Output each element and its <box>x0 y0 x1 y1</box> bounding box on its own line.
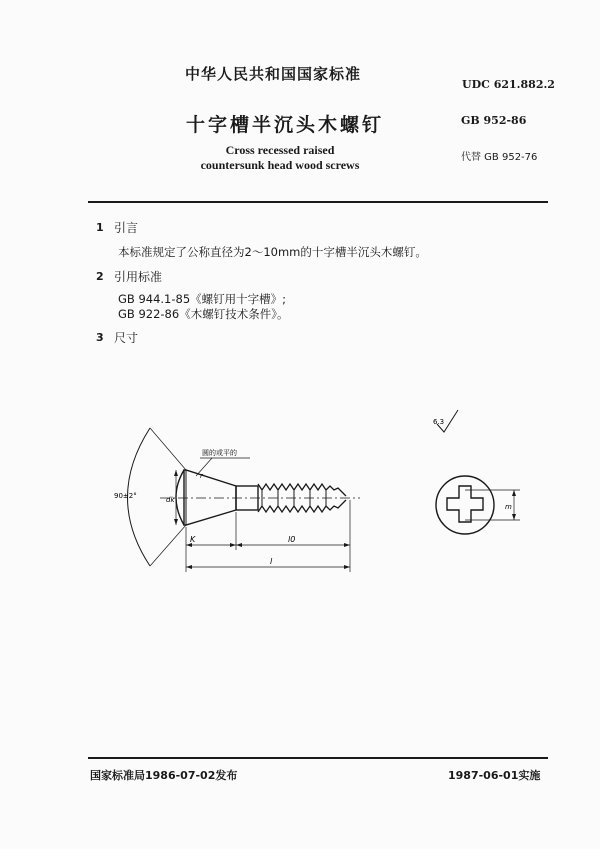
gb-number: GB 952-86 <box>461 114 527 127</box>
note-rounded-or-flat: 圆的或平的 <box>202 449 237 457</box>
l0-label: l0 <box>288 535 296 544</box>
arrowhead <box>236 543 242 547</box>
replaces-standard: 代替 GB 952-76 <box>461 152 538 163</box>
arrowhead <box>174 519 178 525</box>
title-en-line-1: Cross recessed raised <box>225 143 335 157</box>
l-label: l <box>270 557 273 566</box>
thread-top <box>258 484 346 496</box>
r-label: r <box>200 472 203 480</box>
head-top-view <box>436 476 494 534</box>
section-2-title: 引用标准 <box>114 270 163 284</box>
arrowhead <box>344 565 350 569</box>
m-label: m <box>505 503 512 511</box>
angle-extension-bottom <box>150 525 186 566</box>
title-en-line-2: countersunk head wood screws <box>200 158 360 172</box>
section-1-number: 1 <box>96 221 104 234</box>
roughness-value: 6.3 <box>433 418 445 426</box>
effective-date: 1987-06-01实施 <box>448 769 541 782</box>
section-2-number: 2 <box>96 270 104 283</box>
standard-name: 中华人民共和国国家标准 <box>185 65 362 83</box>
section-3-title: 尺寸 <box>114 331 139 345</box>
arrowhead <box>174 470 178 476</box>
k-label: K <box>190 535 196 544</box>
reference-2: GB 922-86《木螺钉技术条件》。 <box>118 307 289 321</box>
section-3-number: 3 <box>96 331 104 344</box>
dk-label: dk <box>166 496 175 504</box>
arrowhead <box>230 543 236 547</box>
udc-code: UDC 621.882.2 <box>462 78 555 91</box>
arrowhead <box>186 565 192 569</box>
arrowhead <box>512 490 516 496</box>
document-title-cn: 十字槽半沉头木螺钉 <box>186 114 385 136</box>
footer-divider <box>88 757 548 759</box>
angle-label: 90±2° <box>114 492 137 500</box>
cross-recess <box>447 486 483 522</box>
section-1-body: 本标准规定了公称直径为2～10mm的十字槽半沉头木螺钉。 <box>118 245 427 259</box>
angle-extension-top <box>150 428 186 470</box>
arrowhead <box>344 543 350 547</box>
arrowhead <box>512 514 516 520</box>
issue-date: 国家标准局1986-07-02发布 <box>90 769 238 782</box>
reference-1: GB 944.1-85《螺钉用十字槽》; <box>118 292 287 306</box>
thread-bottom <box>258 500 346 512</box>
screw-head <box>184 470 236 525</box>
note-leader <box>196 458 212 476</box>
head-dome <box>176 470 184 525</box>
section-1-title: 引言 <box>114 221 139 235</box>
